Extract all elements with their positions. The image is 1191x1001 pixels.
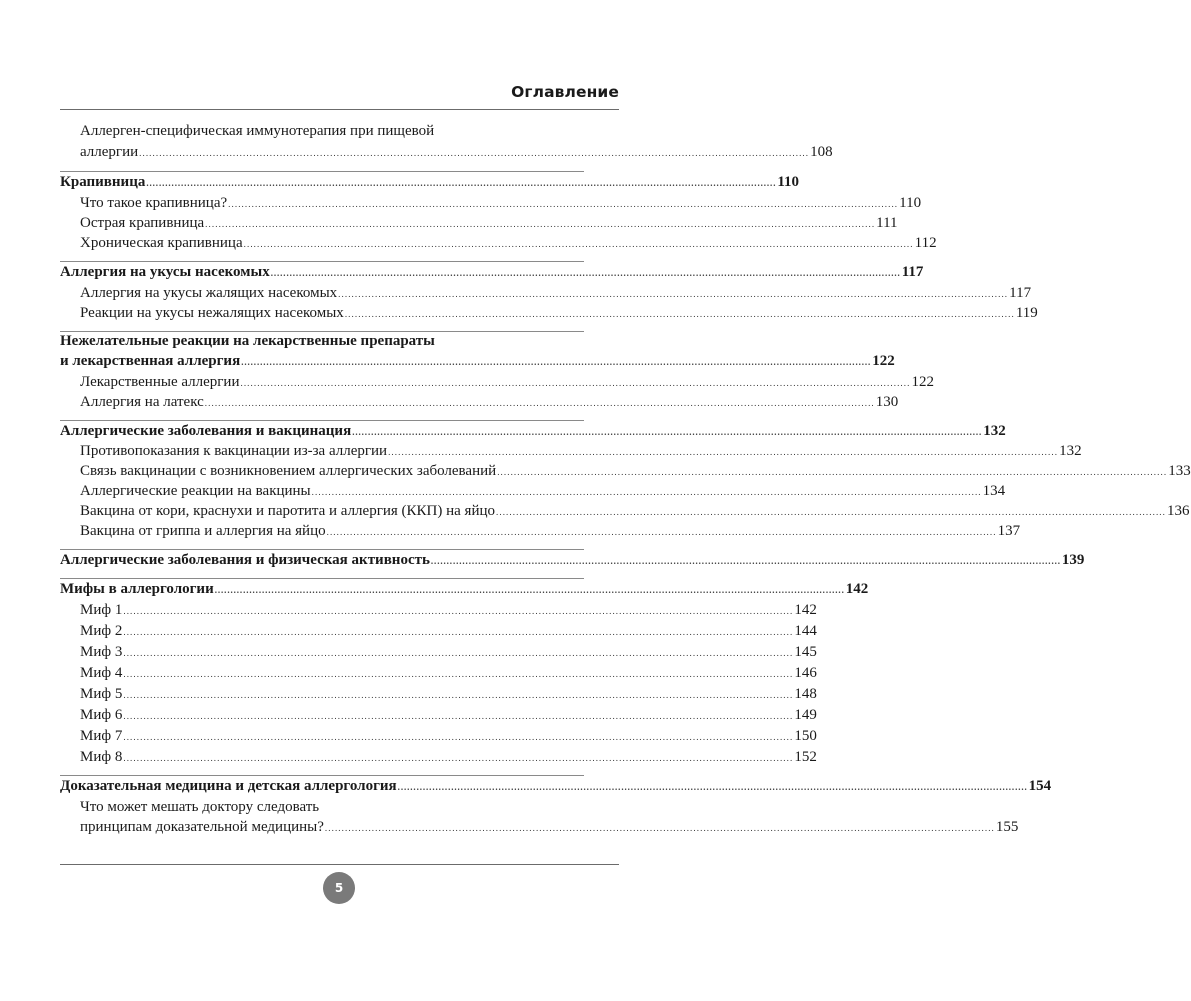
section-divider	[60, 171, 584, 172]
toc-section-title: и лекарственная аллергия	[60, 353, 241, 369]
toc-entry-title: Реакции на укусы нежалящих насекомых	[80, 305, 344, 321]
toc-page-number: 137	[997, 523, 1021, 539]
toc-entry	[80, 195, 922, 216]
toc-section-heading	[60, 552, 1085, 573]
toc-page-number: 142	[845, 581, 869, 597]
toc-page-number: 155	[995, 819, 1019, 835]
toc-entry-title: Миф 6	[80, 707, 123, 723]
toc-entry	[80, 665, 817, 686]
toc-leader-dots: ........................................................................................................................................................................................................	[240, 378, 911, 388]
section-divider	[60, 549, 584, 550]
header-rule	[60, 109, 619, 110]
toc-page-number: 134	[982, 483, 1006, 499]
toc-entry-title: Аллерген-специфическая иммунотерапия при пищевой	[80, 123, 435, 139]
toc-entry	[80, 623, 817, 644]
toc-section-title: Аллергия на укусы насекомых	[60, 264, 270, 280]
toc-page-number: 154	[1028, 778, 1052, 794]
toc-entry-title: Аллергия на латекс	[80, 394, 204, 410]
toc-entry-title: Миф 1	[80, 602, 123, 618]
toc-page-number: 130	[875, 394, 899, 410]
toc-page-number: 145	[794, 644, 817, 660]
toc-page-number: 132	[1059, 443, 1082, 459]
toc-entry-title: Миф 5	[80, 686, 123, 702]
toc-entry	[80, 728, 817, 749]
toc-leader-dots: ........................................................................................................................................................................................................	[241, 357, 872, 367]
toc-leader-dots: ........................................................................................................................................................................................................	[352, 427, 983, 437]
toc-entry	[80, 305, 1038, 326]
toc-entry-title: Связь вакцинации с возникновением аллергических заболеваний	[80, 463, 497, 479]
footer-rule	[60, 864, 619, 865]
toc-entry-title: Что может мешать доктору следовать	[80, 799, 320, 815]
toc-page-number: 148	[794, 686, 817, 702]
toc-page-number: 117	[1009, 285, 1032, 301]
toc-section-title: Крапивница	[60, 174, 146, 190]
toc-page-number: 144	[794, 623, 817, 639]
toc-section-heading	[60, 778, 1052, 799]
section-divider	[60, 331, 584, 332]
toc-section-title: Аллергические заболевания и вакцинация	[60, 423, 352, 439]
toc-entry	[80, 483, 1006, 504]
section-divider	[60, 578, 584, 579]
toc-leader-dots: ........................................................................................................................................................................................................	[228, 199, 899, 209]
toc-section-title: Мифы в аллергологии	[60, 581, 214, 597]
toc-entry-title: Хроническая крапивница	[80, 235, 243, 251]
toc-section-title: Аллергические заболевания и физическая активность	[60, 552, 430, 568]
toc-leader-dots: ........................................................................................................................................................................................................	[123, 690, 794, 700]
toc-leader-dots: ........................................................................................................................................................................................................	[123, 627, 794, 637]
toc-leader-dots: ........................................................................................................................................................................................................	[123, 606, 794, 616]
toc-entry-continued	[80, 799, 319, 820]
toc-entry	[80, 374, 934, 395]
toc-section-heading	[60, 423, 1006, 444]
toc-entry-title: Миф 7	[80, 728, 123, 744]
section-divider	[60, 775, 584, 776]
toc-page-number: 110	[899, 195, 922, 211]
toc-leader-dots: ........................................................................................................................................................................................................	[326, 527, 997, 537]
toc-entry-title: Острая крапивница	[80, 215, 205, 231]
toc-leader-dots: ........................................................................................................................................................................................................	[123, 648, 794, 658]
toc-entry	[80, 394, 899, 415]
toc-leader-dots: ........................................................................................................................................................................................................	[139, 148, 810, 158]
toc-leader-dots: ........................................................................................................................................................................................................	[324, 823, 995, 833]
toc-entry	[80, 686, 817, 707]
toc-leader-dots: ........................................................................................................................................................................................................	[205, 219, 876, 229]
toc-entry-title: Противопоказания к вакцинации из-за аллергии	[80, 443, 388, 459]
toc-entry	[80, 235, 937, 256]
toc-entry-title: Миф 3	[80, 644, 123, 660]
toc-page-number: 132	[983, 423, 1006, 439]
toc-page-number: 139	[1061, 552, 1085, 568]
toc-entry-title: принципам доказательной медицины?	[80, 819, 324, 835]
toc-entry	[80, 819, 1019, 840]
toc-leader-dots: ........................................................................................................................................................................................................	[123, 711, 794, 721]
toc-entry	[80, 503, 1190, 524]
toc-page-number: 122	[872, 353, 895, 369]
toc-entry	[80, 285, 1032, 306]
toc-entry-title: Лекарственные аллергии	[80, 374, 240, 390]
toc-entry-title: Что такое крапивница?	[80, 195, 228, 211]
toc-entry-title: Миф 2	[80, 623, 123, 639]
toc-leader-dots: ........................................................................................................................................................................................................	[146, 178, 777, 188]
running-header-title: Оглавление	[511, 83, 619, 101]
toc-page-number: 136	[1167, 503, 1190, 519]
toc-page-number: 146	[794, 665, 817, 681]
toc-entry	[80, 602, 817, 623]
toc-page-number: 133	[1168, 463, 1191, 479]
toc-page-number: 150	[794, 728, 817, 744]
toc-entry	[80, 707, 817, 728]
toc-leader-dots: ........................................................................................................................................................................................................	[123, 753, 794, 763]
toc-entry-title: аллергии	[80, 144, 139, 160]
toc-entry-title: Аллергия на укусы жалящих насекомых	[80, 285, 338, 301]
toc-leader-dots: ........................................................................................................................................................................................................	[397, 782, 1028, 792]
toc-leader-dots: ........................................................................................................................................................................................................	[270, 268, 901, 278]
toc-section-heading	[60, 581, 869, 602]
page-number-badge: 5	[323, 872, 355, 904]
toc-entry	[80, 644, 817, 665]
toc-leader-dots: ........................................................................................................................................................................................................	[123, 669, 794, 679]
toc-page-number: 117	[901, 264, 924, 280]
toc-leader-dots: ........................................................................................................................................................................................................	[497, 467, 1168, 477]
toc-page-number: 122	[911, 374, 934, 390]
toc-page-number: 142	[794, 602, 817, 618]
toc-entry-title: Аллергические реакции на вакцины	[80, 483, 311, 499]
toc-section-heading-line	[60, 333, 435, 354]
toc-section-title: Нежелательные реакции на лекарственные препараты	[60, 333, 435, 349]
toc-entry	[80, 443, 1082, 464]
toc-entry-title: Миф 8	[80, 749, 123, 765]
toc-entry	[80, 144, 833, 165]
toc-entry	[80, 215, 898, 236]
toc-entry-continued	[80, 123, 434, 144]
toc-entry-title: Вакцина от гриппа и аллергия на яйцо	[80, 523, 326, 539]
toc-entry-title: Вакцина от кори, краснухи и паротита и аллергия (ККП) на яйцо	[80, 503, 495, 519]
toc-section-title: Доказательная медицина и детская аллергология	[60, 778, 397, 794]
toc-entry	[80, 463, 1191, 484]
toc-leader-dots: ........................................................................................................................................................................................................	[243, 239, 914, 249]
toc-entry-title: Миф 4	[80, 665, 123, 681]
toc-leader-dots: ........................................................................................................................................................................................................	[496, 507, 1166, 517]
toc-leader-dots: ........................................................................................................................................................................................................	[430, 556, 1061, 566]
toc-leader-dots: ........................................................................................................................................................................................................	[214, 585, 845, 595]
toc-leader-dots: ........................................................................................................................................................................................................	[344, 309, 1015, 319]
toc-leader-dots: ........................................................................................................................................................................................................	[204, 398, 875, 408]
toc-leader-dots: ........................................................................................................................................................................................................	[311, 487, 982, 497]
toc-section-heading	[60, 353, 895, 374]
toc-section-heading	[60, 264, 924, 285]
toc-entry	[80, 749, 817, 770]
toc-section-heading	[60, 174, 800, 195]
toc-leader-dots: ........................................................................................................................................................................................................	[338, 289, 1009, 299]
section-divider	[60, 420, 584, 421]
toc-page-number: 119	[1015, 305, 1038, 321]
section-divider	[60, 261, 584, 262]
toc-page-number: 108	[810, 144, 833, 160]
toc-page-number: 110	[777, 174, 800, 190]
toc-leader-dots: ........................................................................................................................................................................................................	[123, 732, 794, 742]
toc-page-number: 112	[914, 235, 937, 251]
toc-page-number: 152	[794, 749, 817, 765]
toc-entry	[80, 523, 1021, 544]
toc-page-number: 149	[794, 707, 817, 723]
toc-page-number: 111	[876, 215, 898, 231]
toc-leader-dots: ........................................................................................................................................................................................................	[388, 447, 1059, 457]
